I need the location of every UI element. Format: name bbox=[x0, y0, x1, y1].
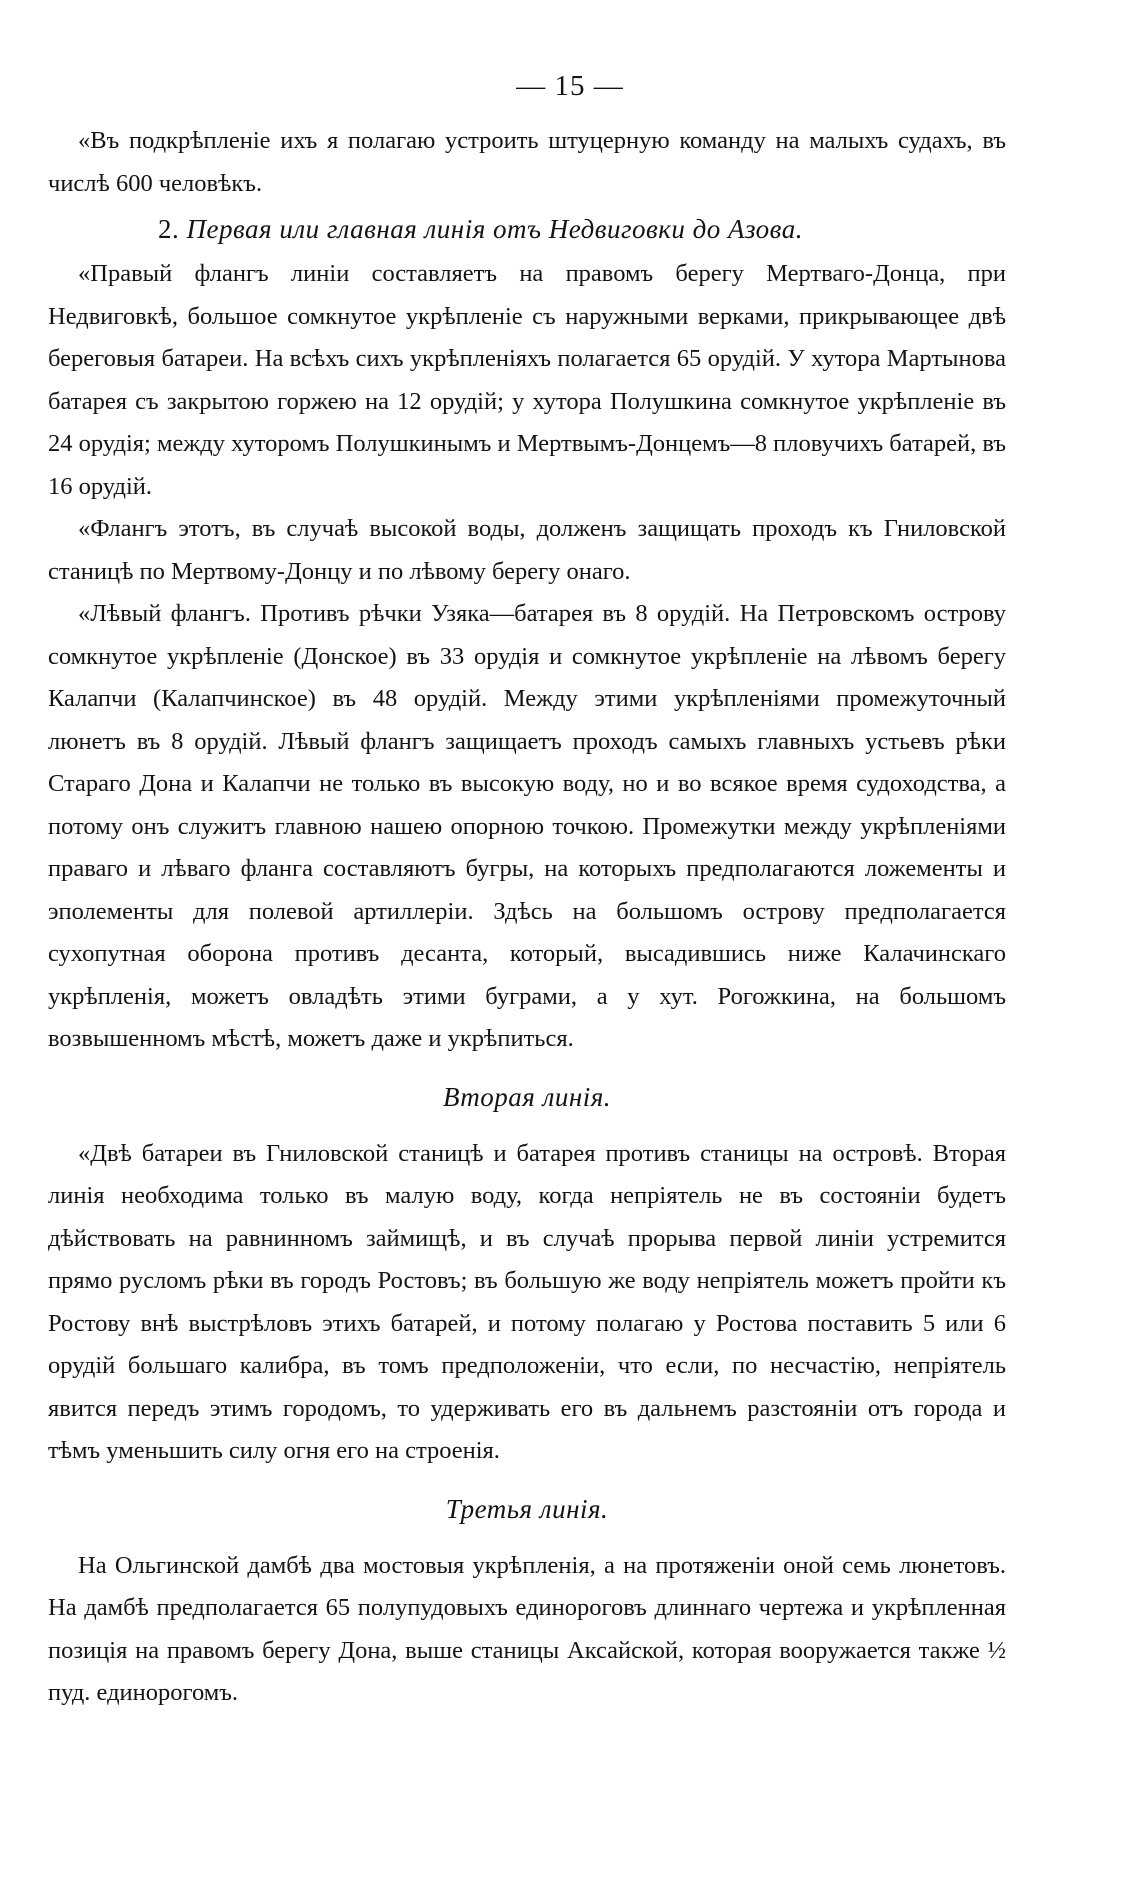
heading-first-line-title: Первая или главная линія отъ Недвиговки до Азова. bbox=[186, 214, 803, 244]
heading-first-line-number: 2. bbox=[158, 214, 180, 244]
paragraph-left-flank: «Лѣвый флангъ. Противъ рѣчки Узяка—батарея въ 8 орудій. На Петровскомъ острову сомкнутое укрѣпленіе (Донское) въ 33 орудія и сомкнутое укрѣпленіе на лѣвомъ берегу Калапчи (Калапчинское) въ 48 орудій. Между этими укрѣпленіями промежуточный люнетъ въ 8 орудій. Лѣвый флангъ защищаетъ проходъ самыхъ главныхъ устьевъ рѣки Стараго Дона и Калапчи не только въ высокую воду, но и во всякое время судоходства, а потому онъ служитъ главною нашею опорною точкою. Промежутки между укрѣпленіями праваго и лѣваго фланга составляютъ бугры, на которыхъ предполагаются ложементы и эполементы для полевой артиллеріи. Здѣсь на большомъ острову предполагается сухопутная оборона противъ десанта, который, высадившись ниже Калачинскаго укрѣпленія, можетъ овладѣть этими буграми, а у хут. Рогожкина, на большомъ возвышенномъ мѣстѣ, можетъ даже и укрѣпиться. bbox=[48, 600, 1006, 1052]
heading-third-line: Третья линія. bbox=[445, 1493, 609, 1524]
paragraph-third-line: На Ольгинской дамбѣ два мостовыя укрѣпленія, а на протяженіи оной семь люнетовъ. На дамбѣ предполагается 65 полупудовыхъ единороговъ длиннаго чертежа и укрѣпленная позиція на правомъ берегу Дона, выше станицы Аксайской, которая вооружается также ½ пуд. единорогомъ. bbox=[48, 1551, 1006, 1706]
paragraph-flank-defense: «Флангъ этотъ, въ случаѣ высокой воды, долженъ защищать проходъ къ Гниловской станицѣ по Мертвому-Донцу и по лѣвому берегу онаго. bbox=[48, 515, 1006, 585]
paragraph-second-line: «Двѣ батареи въ Гниловской станицѣ и батарея противъ станицы на островѣ. Вторая линія необходима только въ малую воду, когда непріятель не въ состояніи будетъ дѣйствовать на равнинномъ займищѣ, и въ случаѣ прорыва первой линіи устремится прямо русломъ рѣки въ городъ Ростовъ; въ большую же воду непріятель можетъ пройти къ Ростову внѣ выстрѣловъ этихъ батарей, и потому полагаю у Ростова поставить 5 или 6 орудій большаго калибра, въ томъ предположеніи, что если, по несчастію, непріятель явится передъ этимъ городомъ, то удерживать его въ дальнемъ разстояніи отъ города и тѣмъ уменьшить силу огня его на строенія. bbox=[48, 1139, 1006, 1464]
page-number: — 15 — bbox=[516, 70, 624, 102]
paragraph-right-flank: «Правый флангъ линіи составляетъ на правомъ берегу Мертваго-Донца, при Недвиговкѣ, большое сомкнутое укрѣпленіе съ наружными верками, прикрывающее двѣ береговыя батареи. На всѣхъ сихъ укрѣпленіяхъ полагается 65 орудій. У хутора Мартынова батарея съ закрытою горжею на 12 орудій; у хутора Полушкина сомкнутое укрѣпленіе въ 24 орудія; между хуторомъ Полушкинымъ и Мертвымъ-Донцемъ—8 пловучихъ батарей, въ 16 орудій. bbox=[48, 260, 1006, 500]
heading-first-line bbox=[48, 205, 1006, 253]
heading-second-line: Вторая линія. bbox=[442, 1081, 612, 1112]
paragraph-reinforcement: «Въ подкрѣпленіе ихъ я полагаю устроить штуцерную команду на малыхъ судахъ, въ числѣ 600 человѣкъ. bbox=[48, 127, 1006, 197]
text-body bbox=[48, 120, 1006, 1715]
